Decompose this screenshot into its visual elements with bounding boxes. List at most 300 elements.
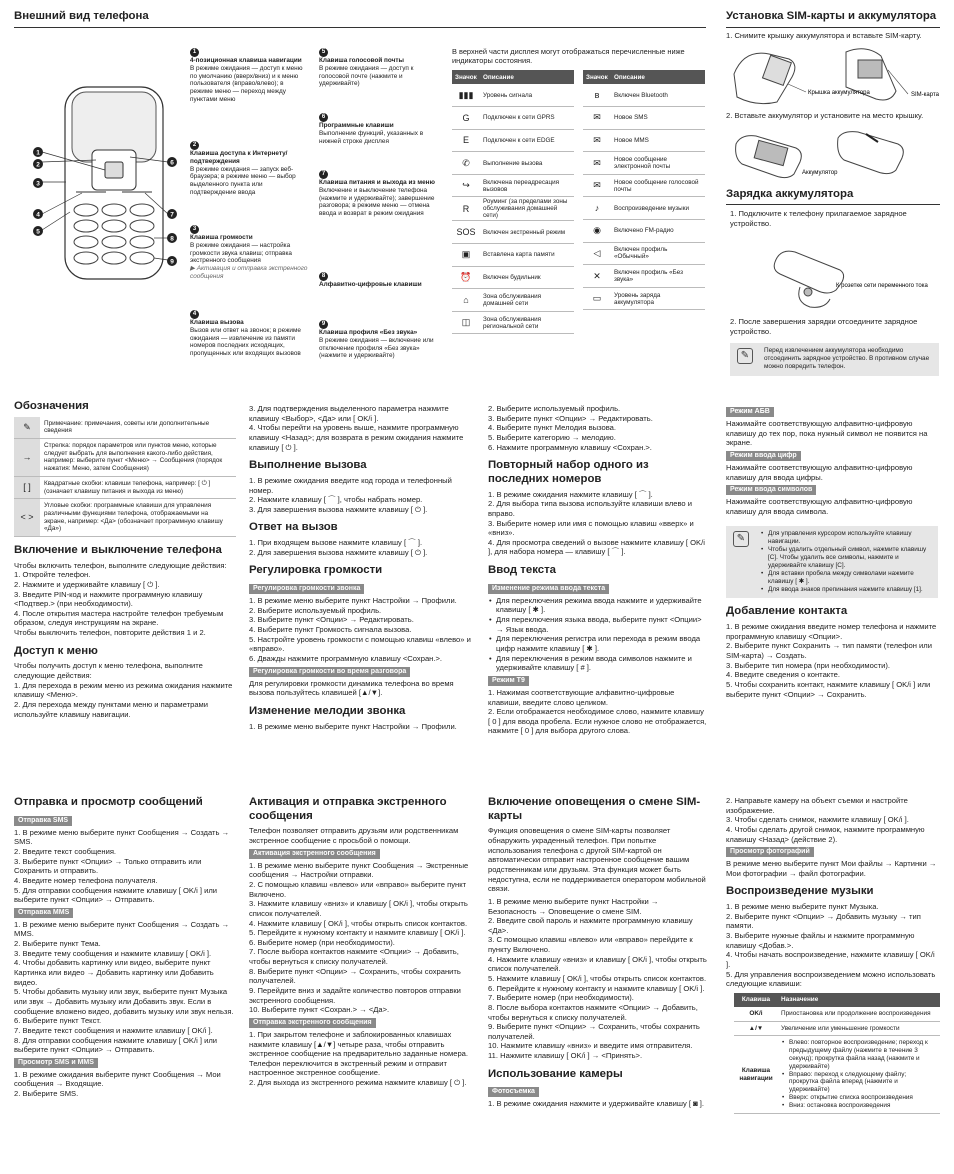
menu-step: 3. Для подтверждения выделенного параметра нажмите клавишу <Выбор>, <Да> или [ OK/i ]. [249,404,449,423]
svg-text:1: 1 [36,149,40,157]
mid-column-2 [249,404,471,731]
indicator-row [583,265,705,288]
indicator-desc: Новое сообщение голосовой почты [611,174,705,197]
sim-alert-step: 10. Нажмите клавишу «вниз» и введите имя отправителя. [488,1041,693,1051]
call-volume-text: Для регулировки громкости динамика телефона во время вызова пользуйтесь клавишей [▲/▼]. [249,678,454,698]
view-photos-text: В режиме меню выберите пункт Мои файлы → Картинки → Мои фотографии → файл фотографии. [726,859,937,878]
indicator-icon: ▣ [452,244,480,267]
volume-step: 4. Выберите пункт Громкость сигнала вызова. [249,625,412,635]
power-step: 4. После открытия мастера настройте телефон требуемым образом, следуя инструкциям на экране. [14,608,224,628]
key-desc: В режиме ожидания — включение или отключение профиля «Без звука» (нажмите и удерживайте) [319,336,434,360]
key-title: Клавиша вызова [190,319,244,326]
power-step: 2. Нажмите и удерживайте клавишу [ ⏻ ]. [14,579,160,589]
svg-text:2: 2 [36,161,40,169]
section-title-power: Включение и выключение телефона [14,543,222,556]
mms-step: 4. Чтобы добавить картинку или видео, выберите пункт Картинка или видео → Добавить картинку или Добавить видео. [14,958,214,987]
svg-text:5: 5 [36,228,40,236]
key-number-badge: 1 [190,48,199,57]
legend-row [14,439,236,477]
music-step: 5. Для управления воспроизведением можно использовать следующие клавиши: [726,969,936,989]
volume-step: 3. Выберите пункт <Опции> → Редактировать. [249,615,414,625]
indicators-intro: В верхней части дисплея могут отображаться перечисленные ниже индикаторы состояния. [452,47,685,66]
sos-activate-step: 3. Нажмите клавишу «вниз» и клавишу [ OK/i ], чтобы открыть список получателей. [249,899,468,918]
indicator-icon: ✉ [583,129,611,152]
legend-symbol: → [14,439,40,477]
indicator-row [452,197,574,221]
subhead-view-messages: Просмотр SMS и MMS [14,1058,98,1068]
key-desc: Вызов или ответ на звонок; в режиме ожидания — извлечение из памяти номеров последних исходящих, пропущенных или входящих вызовов [190,326,301,358]
legend-row [14,476,236,498]
indicator-row [452,266,574,289]
music-col-key: Клавиша [734,993,778,1007]
indicator-icon: SOS [452,221,480,244]
music-col-purpose: Назначение [778,993,940,1007]
contact-step: 2. Выберите пункт Сохранить → тип памяти (телефон или SIM-карта) → Создать. [726,641,932,661]
redial-step: 4. Для просмотра сведений о вызове нажмите клавишу [ OK/i ], для набора номера — клавишу [ ⌒ ]. [488,537,705,557]
camera-step: 4. Чтобы сделать другой снимок, нажмите программную клавишу <Назад> (действие 2). [726,824,925,844]
music-step: 1. В режиме меню выберите пункт Музыка. [726,902,879,912]
subhead-call-volume: Регулировка громкости во время разговора [249,667,410,677]
indicator-icon: ↪ [452,174,480,197]
note-item: • Для вставки пробела между символами нажмите клавишу [ ✱ ]. [760,570,934,586]
legend-table [14,417,236,537]
legend-symbol: < > [14,499,40,537]
indicator-table-left [452,70,574,334]
sos-send-step: 2. Для выхода из экстренного режима нажмите клавишу [ ⏻ ]. [249,1078,467,1088]
sos-activate-step: 6. Выберите номер (при необходимости). [249,937,395,947]
key-number-badge: 2 [190,141,199,150]
sim-alert-step: 5. Нажмите клавишу [ OK/i ], чтобы открыть список контактов. [488,973,707,983]
view-message-step: 1. В режиме ожидания выберите пункт Сообщения → Мои сообщения → Входящие. [14,1069,221,1089]
indicator-row [452,289,574,312]
svg-text:7: 7 [170,211,174,219]
note-pencil-icon: ✎ [737,348,753,364]
contact-step: 3. Выберите тип номера (при необходимости). [726,660,890,670]
camera-step: 2. Направьте камеру на объект съемки и настройте изображение. [726,796,908,815]
contact-step: 5. Чтобы сохранить контакт, нажмите клавишу [ OK/i ] или выберите пункт <Опции> → Сохранить. [726,680,931,699]
indicator-icon: ▮▮▮ [452,84,480,107]
sim-alert-step: 9. Выберите пункт <Опции> → Сохранить, чтобы сохранить получателей. [488,1022,700,1041]
power-step: Чтобы выключить телефон, повторите действия 1 и 2. [14,628,206,638]
note-item: • Для управления курсором используйте клавишу навигации. [760,530,934,546]
key-description [319,320,437,360]
number-mode-text: Нажимайте соответствующую алфавитно-цифровую клавишу для ввода цифры. [726,462,913,482]
sim-alert-step: 7. Выберите номер (при необходимости). [488,993,634,1003]
indicator-icon: ✉ [583,107,611,130]
redial-step: 2. Для выбора типа вызова используйте клавиши влево и вправо. [488,499,692,518]
svg-text:9: 9 [170,258,174,266]
indicator-desc: Зона обслуживания домашней сети [480,289,574,312]
music-key-purpose-item: Увеличение или уменьшение громкости [781,1024,900,1032]
menu-step: 1. Для перехода в режим меню из режима ожидания нажмите клавишу <Меню>. [14,680,233,700]
mid-column-4 [726,404,940,699]
indicator-row [452,244,574,267]
sms-step: 1. В режиме меню выберите пункт Сообщения → Создать → SMS. [14,827,230,847]
indicator-icon: R [452,197,480,221]
indicator-row [452,174,574,197]
camera-step-1: 1. В режиме ожидания нажмите и удерживайте клавишу [ ◙ ]. [488,1099,705,1109]
indicator-row [583,220,705,243]
indicator-icon: ◉ [583,220,611,243]
indicator-icon: ◫ [452,311,480,334]
subhead-send-mms: Отправка MMS [14,908,73,918]
abc-mode-text: Нажимайте соответствующую алфавитно-цифровую клавишу до тех пор, пока нужный символ не появится на экране. [726,419,928,448]
indicator-desc: Включен профиль «Без звука» [611,265,705,288]
music-key-purpose [778,1007,940,1021]
key-title: Клавиша громкости [190,234,253,241]
key-description [319,113,437,145]
sim-alert-step: 3. С помощью клавиш «влево» или «вправо» перейдите к пункту Включено. [488,935,693,955]
volume-step: 6. Дважды нажмите программную клавишу <Сохран.>. [249,653,443,663]
indicator-desc: Воспроизведение музыки [611,197,705,220]
key-description [319,48,437,88]
bottom-column-1 [14,796,236,1099]
indicator-desc: Новое SMS [611,107,705,130]
music-key-purpose-item: • Влево: повторное воспроизведение; переход к предыдущему файлу (нажмите в течение 3 секунд); прокрутка файла назад (нажмите и удерживайте) [781,1039,937,1070]
indicator-row [583,287,705,310]
col-desc: Описание [480,70,574,84]
charge-note-text: Перед извлечением аккумулятора необходимо отсоединить зарядное устройство. В противном случае можно повредить телефон. [764,347,930,370]
ringtone-step: 3. Выберите пункт <Опции> → Редактировать. [488,413,653,423]
col-icon: Значок [583,70,611,84]
mms-step: 6. Выберите пункт Текст. [14,1016,102,1026]
indicator-desc: Уровень заряда аккумулятора [611,287,705,310]
call-step: 2. Нажмите клавишу [ ⌒ ], чтобы набрать номер. [249,495,423,505]
indicator-icon: G [452,107,480,130]
indicator-desc: Включен экстренный режим [480,221,574,244]
key-description [319,272,437,289]
text-input-note [726,526,938,598]
indicator-row [452,107,574,130]
key-ref-link[interactable]: ▶ Активация и отправка экстренного сообщения [190,265,308,281]
section-title-volume: Регулировка громкости [249,564,383,577]
key-title: 4-позиционная клавиша навигации [190,57,302,64]
indicator-icon: ʙ [583,84,611,107]
music-step: 2. Выберите пункт <Опции> → Добавить музыку → тип памяти. [726,911,921,931]
key-number-badge: 5 [319,48,328,57]
mid-column-3 [488,404,708,736]
legend-row [14,417,236,439]
key-title: Клавиша профиля «Без звука» [319,329,418,336]
sim-alert-step: 1. В режиме меню выберите пункт Настройки → Безопасность → Оповещение о смене SIM. [488,896,659,916]
divider [726,27,940,28]
input-mode-item: • Для переключения режима ввода нажмите и удерживайте клавишу [ ✱ ]. [488,596,708,615]
indicator-icon: ✉ [583,174,611,197]
indicator-row [583,84,705,107]
power-step: Чтобы включить телефон, выполните следующие действия: [14,560,227,570]
section-title-menu: Доступ к меню [14,644,98,657]
note-item: • Чтобы удалить отдельный символ, нажмите клавишу [C]. Чтобы удалить все символы, нажмите и удерживайте клавишу [C]. [760,546,934,570]
indicator-icon: ✕ [583,265,611,288]
charge-step-2: 2. После завершения зарядки отсоедините зарядное устройство. [730,317,918,336]
note-item: • Для ввода знаков препинания нажмите клавишу [1]. [760,586,934,594]
subhead-photo: Фотосъемка [488,1087,539,1097]
mms-step: 5. Чтобы добавить музыку или звук, выберите пункт Музыка или звук → Добавить музыку или Добавить звук. Если в сообщение вложено видео, добавить музыку или звук нельзя. [14,987,234,1016]
section-title-answer: Ответ на вызов [249,521,338,534]
svg-text:4: 4 [36,211,40,219]
key-desc: В режиме ожидания — настройка громкости звука клавиш; отправка экстренного сообщения [190,241,292,265]
sim-card-label: SIM-карта [911,92,939,98]
sim-alert-step: 2. Введите свой пароль и нажмите программную клавишу <Да>. [488,916,693,935]
indicator-desc: Включен профиль «Обычный» [611,242,705,265]
indicator-icon: ⌂ [452,289,480,312]
indicator-desc: Включено FM-радио [611,220,705,243]
indicator-desc: Включена переадресация вызовов [480,174,574,197]
input-mode-item: • Для переключения в режим ввода символов нажмите и удерживайте клавишу [ # ]. [488,654,708,673]
indicator-desc: Подключен к сети GPRS [480,107,574,130]
call-step: 3. Для завершения вызова нажмите клавишу [ ⏻ ]. [249,504,428,514]
section-title-redial: Повторный набор одного из последних номеров [488,459,649,485]
indicator-desc: Включен Bluetooth [611,84,705,107]
key-desc: В режиме ожидания — доступ к меню по умолчанию (вверх/вниз) и к меню пользователя (вправо/влево); в режиме меню — переход между пунктами меню [190,64,303,104]
sim-cover-label: Крышка аккумулятора [808,90,870,96]
key-description [319,170,437,218]
redial-step: 3. Выберите номер или имя с помощью клавиш «вверх» и «вниз». [488,518,694,538]
indicator-desc: Вставлена карта памяти [480,244,574,267]
sos-send-step: 1. При закрытом телефоне и заблокированных клавишах нажмите клавишу [▲/▼] четыре раза, чтобы отправить экстренное сообщение на предварительно заданные номера. Телефон переключится в экстренный режим и отправит настроенное экстренное сообщение. [249,1029,468,1078]
volume-step: 1. В режиме меню выберите пункт Настройки → Профили. [249,596,457,606]
indicator-desc: Выполнение вызова [480,152,574,175]
indicator-row [452,311,574,334]
indicator-desc: Включен будильник [480,266,574,289]
key-title: Клавиша питания и выхода из меню [319,179,435,186]
music-key-purpose [778,1021,940,1036]
sms-step: 5. Для отправки сообщения нажмите клавишу [ OK/i ] или выберите пункт <Опции> → Отправить. [14,885,218,905]
section-title-sim-alert: Включение оповещения о смене SIM-карты [488,796,701,822]
key-desc: В режиме ожидания — доступ к голосовой почте (нажмите и удерживайте) [319,64,414,88]
mms-step: 1. В режиме меню выберите пункт Сообщения → Создать → MMS. [14,919,230,939]
sim-alert-step: 6. Перейдите к нужному контакту и нажмите клавишу [ OK/i ]. [488,983,705,993]
indicator-desc: Уровень сигнала [480,84,574,107]
sos-activate-step: 7. После выбора контактов нажмите <Опции> → Добавить, чтобы вернуться к списку получателей. [249,947,459,967]
menu-step: 2. Для перехода между пунктами меню и параметрами используйте клавишу навигации. [14,700,209,719]
subhead-sos-activate: Активация экстренного сообщения [249,849,380,859]
subhead-symbol-mode: Режим ввода символов [726,485,816,495]
indicator-icon: E [452,129,480,152]
music-key: ▲/▼ [734,1021,778,1036]
key-number-badge: 9 [319,320,328,329]
music-key: Клавиша навигации [734,1036,778,1113]
key-number-badge: 7 [319,170,328,179]
key-description [190,141,308,197]
key-description [190,225,308,281]
sim-alert-step: 11. Нажмите клавишу [ OK/i ] → <Принять>. [488,1051,643,1061]
answer-step: 2. Для завершения вызова нажмите клавишу [ ⏻ ]. [249,547,428,557]
sos-activate-step: 4. Нажмите клавишу [ OK/i ], чтобы открыть список контактов. [249,918,468,928]
music-key-row [734,1036,940,1113]
subhead-t9: Режим T9 [488,676,529,686]
legend-text: Квадратные скобки: клавиши телефона, например: [ ⏻ ] (означает клавишу питания и выхода из меню) [40,476,236,498]
music-key-purpose-item: • Вправо: переход к следующему файлу; прокрутка файла вперед (нажмите и удерживайте) [781,1071,937,1094]
section-title-sim: Установка SIM-карты и аккумулятора [726,10,937,22]
sim-illustration [726,44,941,106]
key-desc: Включение и выключение телефона (нажмите и удерживайте); завершение разговора; в режиме меню — отмена ввода и возврат в режим ожидания [319,186,435,218]
indicator-row [583,129,705,152]
indicator-desc: Новое сообщение электронной почты [611,152,705,175]
key-desc: В режиме ожидания — запуск веб-браузера; в режиме меню — выбор выделенного пункта или подтверждение ввода [190,165,296,197]
charger-illustration [770,232,940,312]
section-title-messages: Отправка и просмотр сообщений [14,796,203,808]
svg-text:6: 6 [170,159,174,167]
ringtone-step: 2. Выберите используемый профиль. [488,404,621,413]
sos-activate-step: 10. Выберите пункт <Сохран.> → <Да>. [249,1005,390,1015]
section-title-charge: Зарядка аккумулятора [726,188,854,200]
key-description [190,310,308,358]
ringtone-step: 5. Выберите категорию → мелодию. [488,432,616,442]
menu-step: 4. Чтобы перейти на уровень выше, нажмите программную клавишу <Назад>; для возврата в режим ожидания нажмите клавишу [ ⏻ ]. [249,423,464,452]
mms-step: 8. Для отправки сообщения нажмите клавишу [ OK/i ] или выберите пункт <Опции> → Отправить. [14,1035,218,1055]
charge-step-1: 1. Подключите к телефону прилагаемое зарядное устройство. [730,209,907,228]
indicator-icon: ◁ [583,242,611,265]
indicator-row [583,197,705,220]
indicator-icon: ▭ [583,287,611,310]
subhead-send-sms: Отправка SMS [14,816,72,826]
legend-row [14,499,236,537]
sim-alert-intro: Функция оповещения о смене SIM-карты позволяет обнаружить украденный телефон. При попытке использования телефона с другой SIM-картой он автоматически отправит настроенное сообщение вашим родственникам или друзьям. Эта функция может быть недоступна, если не поддерживается оператором мобильной связи. [488,826,706,894]
indicator-desc: Роуминг (за пределами зоны обслуживания домашней сети) [480,197,574,221]
section-title-call: Выполнение вызова [249,459,367,472]
input-mode-item: • Для переключения языка ввода, выберите пункт <Опции> → Язык ввода. [488,615,708,634]
key-title: Клавиша доступа к Интернету/подтверждения [190,150,288,165]
indicator-desc: Зона обслуживания региональной сети [480,311,574,334]
indicator-row [452,84,574,107]
charger-label: К розетке сети переменного тока [836,283,928,289]
indicator-icon: ✉ [583,152,611,175]
key-number-badge: 6 [319,113,328,122]
indicator-row [583,107,705,130]
subhead-input-mode: Изменение режима ввода текста [488,584,609,594]
sim-alert-step: 8. После выбора контактов нажмите <Опции> → Добавить, чтобы вернуться к списку получателей. [488,1002,698,1022]
call-step: 1. В режиме ожидания введите код города и телефонный номер. [249,475,452,495]
camera-step: 3. Чтобы сделать снимок, нажмите клавишу [ OK/i ]. [726,815,909,825]
key-number-badge: 4 [190,310,199,319]
indicator-desc: Новое MMS [611,129,705,152]
music-key-row [734,1021,940,1036]
note-pencil-icon: ✎ [733,531,749,547]
col-desc: Описание [611,70,705,84]
sms-step: 2. Введите текст сообщения. [14,846,117,856]
input-mode-item: • Для переключения регистра или перехода в режим ввода цифр нажмите клавишу [ ✱ ]. [488,634,708,653]
bottom-column-4 [726,796,940,1114]
bottom-column-2 [249,796,471,1088]
legend-symbol: [ ] [14,476,40,498]
subhead-ring-volume: Регулировка громкости звонка [249,584,364,594]
mms-step: 7. Введите текст сообщения и нажмите клавишу [ OK/i ]. [14,1025,213,1035]
indicator-row [452,221,574,244]
music-keys-table [734,993,940,1114]
power-step: 3. Введите PIN-код и нажмите программную клавишу <Подтвер.> (при необходимости). [14,589,203,609]
music-key-purpose [778,1036,940,1113]
contact-step: 1. В режиме ожидания введите номер телефона и нажмите программную клавишу <Опции>. [726,622,937,641]
indicator-row [583,152,705,175]
divider [726,204,940,205]
col-icon: Значок [452,70,480,84]
key-title: Программные клавиши [319,122,394,129]
ringtone-step: 6. Нажмите программную клавишу <Сохран.>. [488,442,652,452]
key-title: Алфавитно-цифровые клавиши [319,281,422,288]
sms-step: 4. Введите номер телефона получателя. [14,875,158,885]
key-desc: Выполнение функций, указанных в нижней строке дисплея [319,129,424,145]
legend-text: Угловые скобки: программные клавиши для управления различными функциями телефона, отображаемыми на экране, например: <Да> (обозначает программную клавишу «Да») [40,499,236,537]
indicator-row [452,129,574,152]
section-title-camera: Использование камеры [488,1067,623,1080]
charge-note [730,343,939,376]
music-key-row [734,1007,940,1021]
contact-step: 4. Введите сведения о контакте. [726,670,840,680]
legend-text: Стрелка: порядок параметров или пунктов меню, которые следует выбрать для выполнения какого-либо действия, например: выберите пункт <Меню> → Сообщения (порядок нажатия: Меню, затем Сообщения) [40,439,236,477]
indicator-row [583,242,705,265]
section-title-legend: Обозначения [14,400,89,412]
sos-activate-step: 2. С помощью клавиш «влево» или «вправо» выберите пункт Включено. [249,879,467,899]
section-title-music: Воспроизведение музыки [726,885,874,898]
t9-step: 2. Если отображается необходимое слово, нажмите клавишу [ 0 ] для ввода пробела. Если нужное слово не отображается, нажмите [ 0 ] для выбора другого слова. [488,707,707,736]
divider [14,27,706,28]
key-description [190,48,308,104]
answer-step: 1. При входящем вызове нажмите клавишу [ ⌒ ]. [249,538,423,548]
svg-text:8: 8 [170,235,174,243]
mid-column-1 [14,400,234,719]
music-step: 4. Чтобы начать воспроизведение, нажмите клавишу [ OK/i ]. [726,950,935,970]
sos-intro: Телефон позволяет отправить друзьям или родственникам экстренное сообщение с просьбой о помощи. [249,826,459,846]
music-step: 3. Выберите нужные файлы и нажмите программную клавишу <Добав.>. [726,931,915,950]
ringtone-step: 1. В режиме меню выберите пункт Настройки → Профили. [249,721,457,731]
redial-step: 1. В режиме ожидания нажмите клавишу [ ⌒ ]. [488,489,653,499]
music-key: OK/i [734,1007,778,1021]
mms-step: 2. Выберите пункт Тема. [14,939,101,949]
legend-text: Примечание: примечания, советы или дополнительные сведения [40,417,236,439]
sim-alert-step: 4. Нажмите клавишу «вниз» и клавишу [ OK/i ], чтобы открыть список получателей. [488,954,707,974]
section-title-add-contact: Добавление контакта [726,605,848,618]
music-key-purpose-item: • Вверх: открытие списка воспроизведения [781,1094,937,1102]
mms-step: 3. Введите тему сообщения и нажмите клавишу [ OK/i ]. [14,948,212,958]
key-title: Клавиша голосовой почты [319,57,404,64]
indicator-icon: ✆ [452,152,480,175]
subhead-sos-send: Отправка экстренного сообщения [249,1018,376,1028]
sos-activate-step: 5. Перейдите к нужному контакту и нажмите клавишу [ OK/i ]. [249,928,466,938]
key-number-badge: 3 [190,225,199,234]
indicator-icon: ⏰ [452,266,480,289]
indicator-row [583,174,705,197]
indicator-table-right [583,70,705,310]
sms-step: 3. Выберите пункт <Опции> → Только отправить или Сохранить и отправить. [14,856,202,876]
phone-illustration [30,82,180,282]
sim-step-1: 1. Снимите крышку аккумулятора и вставьте SIM-карту. [726,31,922,40]
section-title-phone: Внешний вид телефона [14,10,149,22]
symbol-mode-text: Нажимайте соответствующую алфавитно-цифровую клавишу для ввода символа. [726,497,913,516]
bottom-column-3 [488,796,708,1109]
subhead-view-photos: Просмотр фотографий [726,847,814,857]
battery-illustration [726,124,941,184]
section-title-sos: Активация и отправка экстренного сообщения [249,796,447,822]
sos-activate-step: 1. В режиме меню выберите пункт Сообщения → Экстренные сообщения → Настройки отправки. [249,860,469,880]
subhead-number-mode: Режим ввода цифр [726,451,801,461]
battery-label: Аккумулятор [802,170,838,176]
music-key-purpose-item: • Вниз: остановка воспроизведения [781,1102,937,1110]
indicator-desc: Подключен к сети EDGE [480,129,574,152]
sos-activate-step: 8. Выберите пункт <Опции> → Сохранить, чтобы сохранить получателей. [249,966,461,986]
svg-text:3: 3 [36,180,40,188]
key-number-badge: 8 [319,272,328,281]
menu-step: Чтобы получить доступ к меню телефона, выполните следующие действия: [14,661,203,681]
volume-step: 2. Выберите используемый профиль. [249,605,382,615]
section-title-ringtone: Изменение мелодии звонка [249,704,406,717]
power-step: 1. Откройте телефон. [14,570,91,580]
legend-symbol: ✎ [14,417,40,439]
indicator-icon: ♪ [583,197,611,220]
indicator-row [452,152,574,175]
ringtone-step: 4. Выберите пункт Мелодия вызова. [488,423,616,433]
music-key-purpose-item: Приостановка или продолжение воспроизведения [781,1009,931,1017]
